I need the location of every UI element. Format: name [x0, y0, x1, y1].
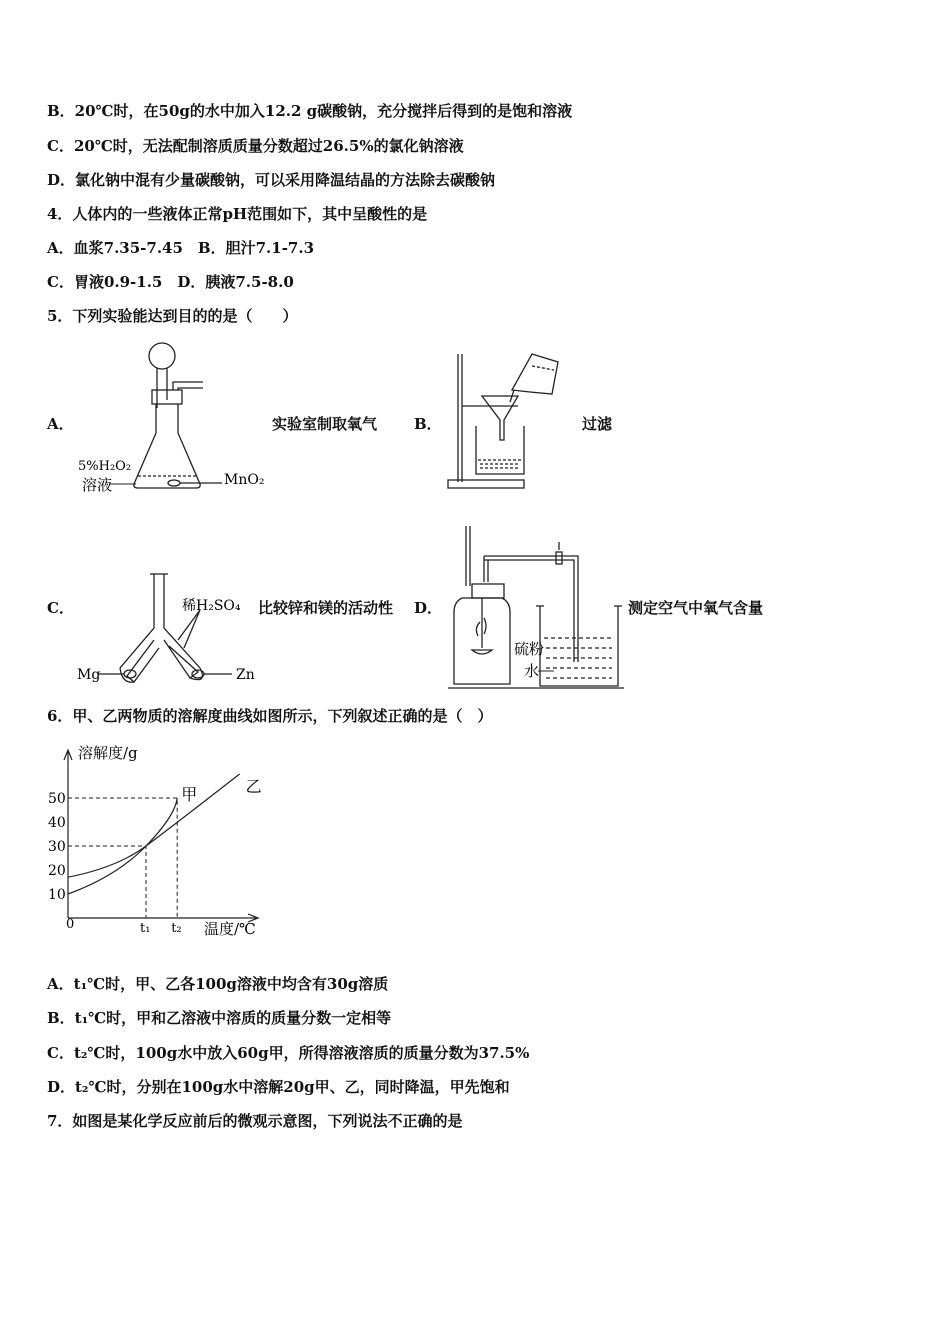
q5-c-caption: 比较锌和镁的活动性 [258, 599, 394, 617]
q4-options-ab: A．血浆7.35-7.45 B．胆汁7.1-7.3 [47, 239, 315, 257]
y-tick-label: 30 [48, 839, 66, 855]
y-tick-label: 20 [48, 863, 66, 879]
y-axis-label: 溶解度/g [78, 744, 138, 762]
sulfur-label: 硫粉 [514, 640, 545, 658]
x-tick-label: t₂ [171, 921, 182, 936]
y-tick-label: 40 [48, 815, 66, 831]
x-tick-label: t₁ [140, 921, 151, 936]
oxygen-content-figure [448, 526, 628, 692]
mg-label: Mg [77, 667, 101, 683]
q6-stem: 6．甲、乙两物质的溶解度曲线如图所示，下列叙述正确的是（ ） [47, 707, 493, 725]
y-tube-figure [72, 568, 257, 690]
q5-b-letter: B． [414, 415, 442, 433]
q3-option-c: C．20℃时，无法配制溶质质量分数超过26.5%的氯化钠溶液 [47, 137, 464, 155]
y-tick-label: 10 [48, 887, 66, 903]
series-label: 甲 [181, 785, 198, 804]
q4-options-cd: C．胃液0.9-1.5 D．胰液7.5-8.0 [47, 273, 294, 291]
origin-label: 0 [66, 917, 75, 932]
q4-stem: 4．人体内的一些液体正常pH范围如下，其中呈酸性的是 [47, 205, 428, 223]
q5-b-caption: 过滤 [582, 415, 613, 433]
q3-option-d: D．氯化钠中混有少量碳酸钠，可以采用降温结晶的方法除去碳酸钠 [47, 171, 496, 189]
acid-label: 稀H₂SO₄ [182, 598, 241, 614]
guide-line-50 [68, 798, 177, 918]
x-axis-label: 温度/℃ [204, 920, 256, 938]
q5-a-caption: 实验室制取氧气 [272, 415, 378, 433]
q6-option-d: D．t₂℃时，分别在100g水中溶解20g甲、乙，同时降温，甲先饱和 [47, 1078, 510, 1096]
q5-stem: 5．下列实验能达到目的的是（ ） [47, 307, 298, 325]
q7-stem: 7．如图是某化学反应前后的微观示意图，下列说法不正确的是 [47, 1112, 463, 1130]
q6-option-a: A．t₁℃时，甲、乙各100g溶液中均含有30g溶质 [47, 975, 389, 993]
water-label: 水 [524, 662, 540, 680]
y-tick-label: 50 [48, 791, 66, 807]
q6-option-b: B．t₁℃时，甲和乙溶液中溶质的质量分数一定相等 [47, 1009, 392, 1027]
filtration-figure [440, 342, 570, 492]
oxygen-generator-figure [70, 338, 280, 498]
q6-option-c: C．t₂℃时，100g水中放入60g甲，所得溶液溶质的质量分数为37.5% [47, 1044, 530, 1062]
catalyst-label: MnO₂ [224, 472, 265, 488]
q5-a-letter: A． [47, 415, 74, 433]
reagent-label-2: 溶液 [82, 476, 113, 494]
zn-label: Zn [236, 667, 255, 683]
curve-yi [68, 774, 240, 877]
q5-d-caption: 测定空气中氧气含量 [628, 599, 764, 617]
series-label: 乙 [245, 777, 262, 796]
q5-d-letter: D． [414, 599, 443, 617]
q5-c-letter: C． [47, 599, 74, 617]
solubility-chart [40, 738, 270, 938]
q3-option-b: B．20℃时，在50g的水中加入12.2 g碳酸钠，充分搅拌后得到的是饱和溶液 [47, 102, 573, 120]
reagent-label: 5%H₂O₂ [78, 459, 132, 474]
